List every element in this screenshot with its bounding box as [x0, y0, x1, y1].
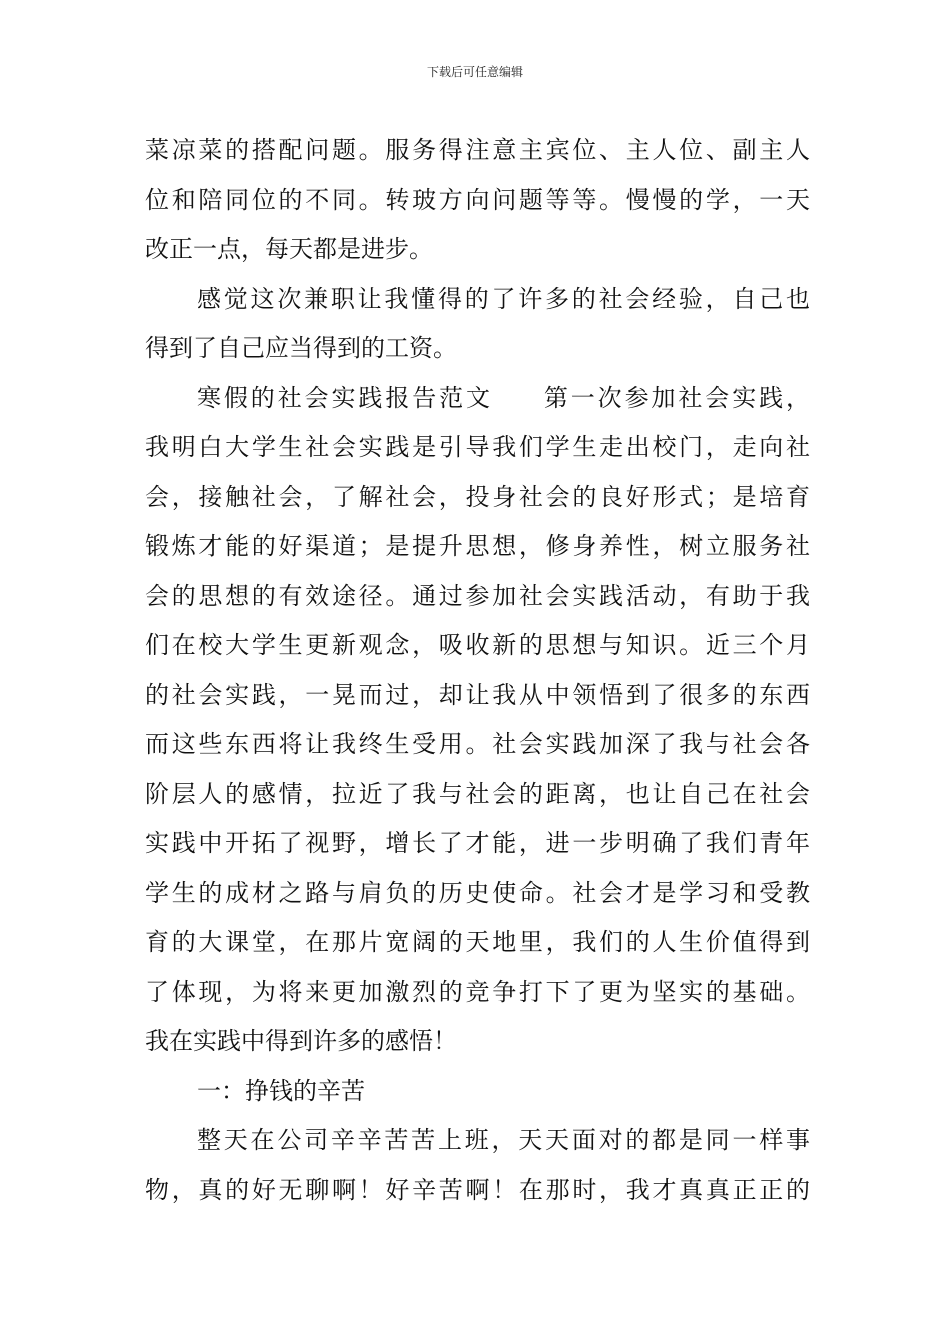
- text-line: 改正一点，每天都是进步。: [145, 235, 433, 263]
- text-line: 实践中开拓了视野，增长了才能，进一步明确了我们青年: [145, 829, 810, 857]
- text-run: 第一次参加社会实践，: [540, 383, 811, 412]
- report-title-line: [145, 374, 810, 424]
- text-line: 我在实践中得到许多的感悟！: [145, 1027, 457, 1055]
- heading-text: 一：挣钱的辛苦: [197, 1076, 365, 1105]
- paragraph-5: [145, 1116, 810, 1215]
- text-line: 得到了自己应当得到的工资。: [145, 334, 457, 362]
- text-line: 而这些东西将让我终生受用。社会实践加深了我与社会各: [145, 730, 810, 758]
- text-line: 物，真的好无聊啊！好辛苦啊！在那时，我才真真正正的: [145, 1175, 810, 1204]
- section-heading: [145, 1067, 810, 1117]
- document-body: [145, 126, 810, 1215]
- text-line: 菜凉菜的搭配问题。服务得注意主宾位、主人位、副主人: [145, 136, 810, 164]
- text-line: 阶层人的感情，拉近了我与社会的距离，也让自己在社会: [145, 779, 810, 808]
- text-line: 育的大课堂，在那片宽阔的天地里，我们的人生价值得到: [145, 928, 810, 956]
- paragraph-1: [145, 126, 810, 275]
- report-title: 寒假的社会实践报告范文: [197, 383, 493, 412]
- text-line: 的社会实践，一晃而过，却让我从中领悟到了很多的东西: [145, 680, 810, 709]
- text-line: 会，接触社会，了解社会，投身社会的良好形式；是培育: [145, 482, 810, 511]
- text-line: 锻炼才能的好渠道；是提升思想，修身养性，树立服务社: [145, 532, 810, 560]
- paragraph-3: [145, 374, 810, 1067]
- text-line: 了体现，为将来更加激烈的竞争打下了更为坚实的基础。: [145, 977, 810, 1006]
- text-line: 位和陪同位的不同。转玻方向问题等等。慢慢的学，一天: [145, 185, 810, 214]
- page-header: 下载后可任意编辑: [426, 65, 523, 79]
- text-line: 们在校大学生更新观念，吸收新的思想与知识。近三个月: [145, 631, 810, 659]
- text-line: 会的思想的有效途径。通过参加社会实践活动，有助于我: [145, 581, 810, 610]
- text-line: 感觉这次兼职让我懂得的了许多的社会经验，自己也: [197, 284, 810, 313]
- text-line: 整天在公司辛辛苦苦上班，天天面对的都是同一样事: [197, 1126, 810, 1154]
- paragraph-2: [145, 275, 810, 374]
- text-line: 我明白大学生社会实践是引导我们学生走出校门，走向社: [145, 433, 810, 461]
- text-line: 学生的成材之路与肩负的历史使命。社会才是学习和受教: [145, 878, 810, 907]
